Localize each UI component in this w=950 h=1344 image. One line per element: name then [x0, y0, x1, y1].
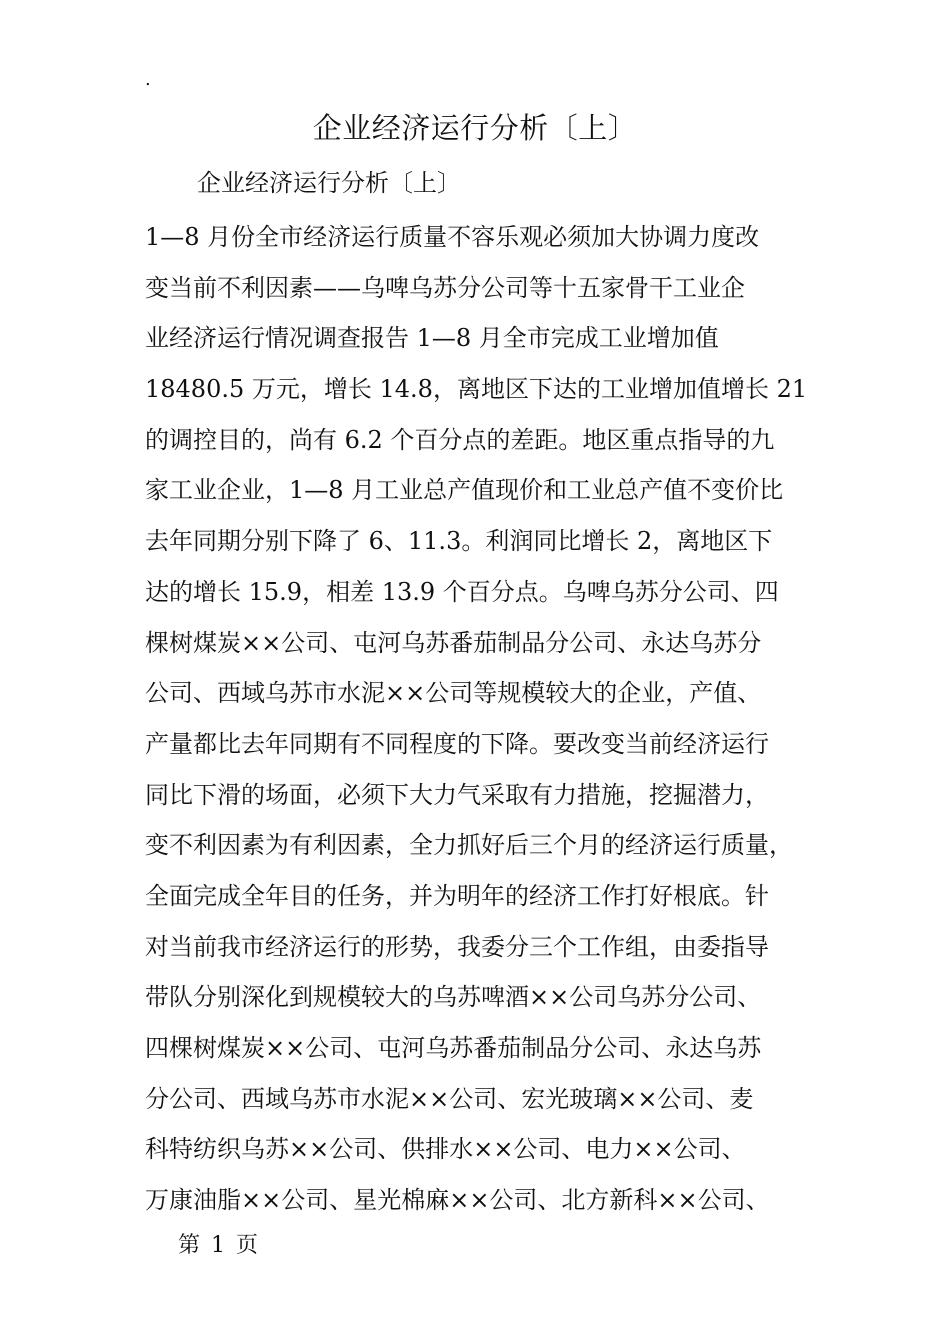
body-line: 分公司、西域乌苏市水泥××公司、宏光玻璃××公司、麦	[145, 1084, 754, 1113]
body-line: 变不利因素为有利因素，全力抓好后三个月的经济运行质量，	[145, 831, 793, 860]
corner-mark: .	[145, 69, 151, 90]
body-line: 产量都比去年同期有不同程度的下降。要改变当前经济运行	[145, 729, 769, 758]
body-line: 家工业企业，1—8 月工业总产值现价和工业总产值不变价比	[145, 476, 784, 505]
body-line: 带队分别深化到规模较大的乌苏啤酒××公司乌苏分公司、	[145, 983, 762, 1012]
body-line: 去年同期分别下降了 6、11.3。利润同比增长 2，离地区下	[145, 527, 773, 556]
body-line: 18480.5 万元，增长 14.8，离地区下达的工业增加值增长 21	[145, 375, 808, 404]
body-line: 全面完成全年目的任务，并为明年的经济工作打好根底。针	[145, 881, 769, 910]
document-title: 企业经济运行分析〔上〕	[312, 111, 638, 145]
page-number: 第 1 页	[178, 1233, 260, 1258]
body-line: 对当前我市经济运行的形势，我委分三个工作组，由委指导	[145, 932, 769, 961]
body-line: 业经济运行情况调查报告 1—8 月全市完成工业增加值	[145, 324, 719, 353]
body-line: 公司、西域乌苏市水泥××公司等规模较大的企业，产值、	[145, 679, 762, 708]
body-line: 棵树煤炭××公司、屯河乌苏番茄制品分公司、永达乌苏分	[145, 628, 762, 657]
body-line: 万康油脂××公司、星光棉麻××公司、北方新科××公司、	[145, 1186, 770, 1215]
body-line: 的调控目的，尚有 6.2 个百分点的差距。地区重点指导的九	[145, 425, 775, 454]
body-line: 1—8 月份全市经济运行质量不容乐观必须加大协调力度改	[145, 223, 760, 251]
body-line: 同比下滑的场面，必须下大力气采取有力措施，挖掘潜力，	[145, 780, 769, 809]
body-line: 四棵树煤炭××公司、屯河乌苏番茄制品分公司、永达乌苏	[145, 1034, 762, 1062]
body-text	[145, 212, 825, 1226]
document-subtitle: 企业经济运行分析〔上〕	[197, 169, 461, 197]
body-line: 变当前不利因素——乌啤乌苏分公司等十五家骨干工业企	[145, 273, 745, 302]
body-line: 科特纺织乌苏××公司、供排水××公司、电力××公司、	[145, 1135, 746, 1164]
body-line: 达的增长 15.9，相差 13.9 个百分点。乌啤乌苏分公司、四	[145, 577, 779, 606]
